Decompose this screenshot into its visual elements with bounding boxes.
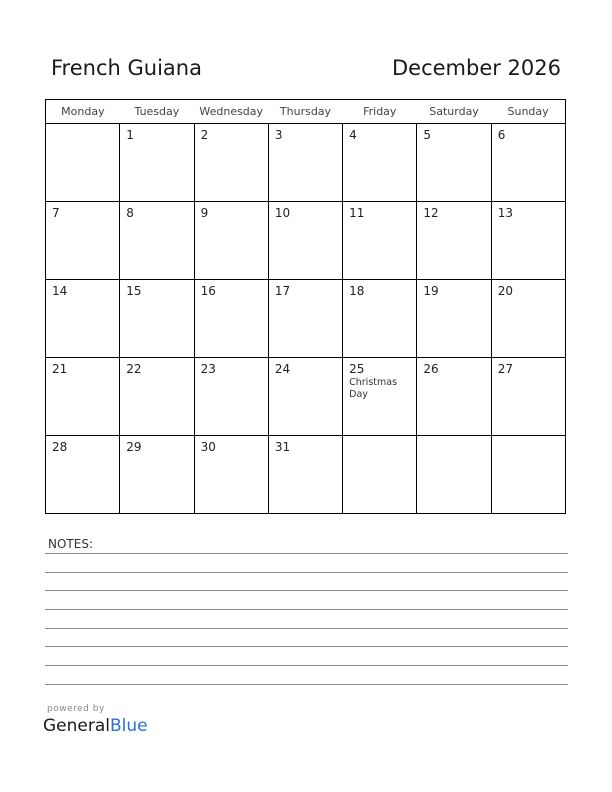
brand-name-general: General — [43, 716, 110, 736]
day-number: 22 — [126, 362, 142, 376]
day-number: 10 — [274, 206, 291, 220]
day-number: 26 — [423, 362, 439, 376]
day-cell — [417, 436, 491, 514]
day-cell — [491, 202, 565, 280]
day-number: 30 — [200, 440, 216, 454]
week-row — [46, 358, 566, 436]
note-line — [45, 684, 568, 685]
day-cell — [417, 202, 491, 280]
weekday-header-row — [46, 100, 566, 124]
day-cell — [417, 124, 491, 202]
note-line — [45, 665, 568, 666]
day-number: 17 — [274, 284, 291, 298]
note-line — [45, 628, 568, 629]
note-line — [45, 590, 568, 591]
weekday-header: Saturday — [417, 100, 491, 124]
day-number: 4 — [349, 128, 357, 142]
day-cell — [120, 124, 194, 202]
day-cell — [343, 358, 417, 436]
day-cell — [46, 436, 120, 514]
day-cell — [343, 202, 417, 280]
week-row — [46, 280, 566, 358]
note-line — [45, 609, 568, 610]
week-row — [46, 124, 566, 202]
weekday-header: Monday — [46, 100, 120, 124]
day-number: 21 — [52, 362, 68, 376]
day-number: 8 — [126, 206, 134, 220]
day-cell — [194, 202, 268, 280]
day-cell — [268, 124, 342, 202]
day-number: 20 — [497, 284, 513, 298]
day-number: 29 — [126, 440, 142, 454]
day-cell — [194, 280, 268, 358]
weekday-header: Thursday — [268, 100, 342, 124]
week-row — [46, 436, 566, 514]
day-cell — [491, 124, 565, 202]
day-cell — [268, 358, 342, 436]
day-cell — [268, 280, 342, 358]
day-number: 24 — [274, 362, 291, 376]
note-line — [45, 553, 568, 554]
day-number: 18 — [349, 284, 365, 298]
weekday-header: Tuesday — [120, 100, 194, 124]
brand-logo — [43, 716, 148, 736]
day-cell — [268, 436, 342, 514]
day-cell — [46, 124, 120, 202]
weekday-header: Wednesday — [194, 100, 268, 124]
day-number: 15 — [126, 284, 142, 298]
day-number: 5 — [423, 128, 432, 142]
day-number: 23 — [200, 362, 216, 376]
weekday-header: Sunday — [491, 100, 565, 124]
day-cell — [120, 436, 194, 514]
day-cell — [417, 358, 491, 436]
day-number: 31 — [274, 440, 291, 454]
powered-by-text: powered by — [47, 704, 105, 714]
day-number: 27 — [497, 362, 513, 376]
day-number: 28 — [52, 440, 68, 454]
holiday-label: Christmas Day — [349, 377, 398, 400]
week-row — [46, 202, 566, 280]
brand-name-blue: Blue — [110, 716, 148, 736]
day-number: 3 — [274, 128, 283, 142]
day-number: 25 — [349, 362, 365, 376]
day-number: 14 — [52, 284, 68, 298]
day-number: 6 — [497, 128, 506, 142]
day-cell — [343, 436, 417, 514]
day-cell — [46, 280, 120, 358]
day-number: 1 — [126, 128, 134, 142]
day-cell — [120, 358, 194, 436]
day-number: 2 — [200, 128, 209, 142]
day-cell — [120, 280, 194, 358]
day-cell — [46, 358, 120, 436]
day-number: 19 — [423, 284, 439, 298]
day-number: 11 — [349, 206, 365, 220]
day-number: 12 — [423, 206, 439, 220]
day-cell — [343, 280, 417, 358]
day-number: 13 — [497, 206, 513, 220]
note-line — [45, 572, 568, 573]
day-cell — [46, 202, 120, 280]
day-cell — [268, 202, 342, 280]
day-number: 7 — [52, 206, 60, 220]
weekday-header: Friday — [343, 100, 417, 124]
country-title: French Guiana — [51, 56, 202, 80]
day-number: 16 — [200, 284, 216, 298]
day-cell — [120, 202, 194, 280]
day-cell — [491, 358, 565, 436]
day-cell — [491, 280, 565, 358]
month-year-title: December 2026 — [391, 56, 561, 80]
day-number: 9 — [200, 206, 209, 220]
day-cell — [343, 124, 417, 202]
day-cell — [491, 436, 565, 514]
day-cell — [194, 358, 268, 436]
day-cell — [194, 124, 268, 202]
note-line — [45, 646, 568, 647]
day-cell — [417, 280, 491, 358]
day-cell — [194, 436, 268, 514]
calendar-grid — [45, 99, 566, 514]
notes-label: NOTES: — [48, 537, 93, 551]
